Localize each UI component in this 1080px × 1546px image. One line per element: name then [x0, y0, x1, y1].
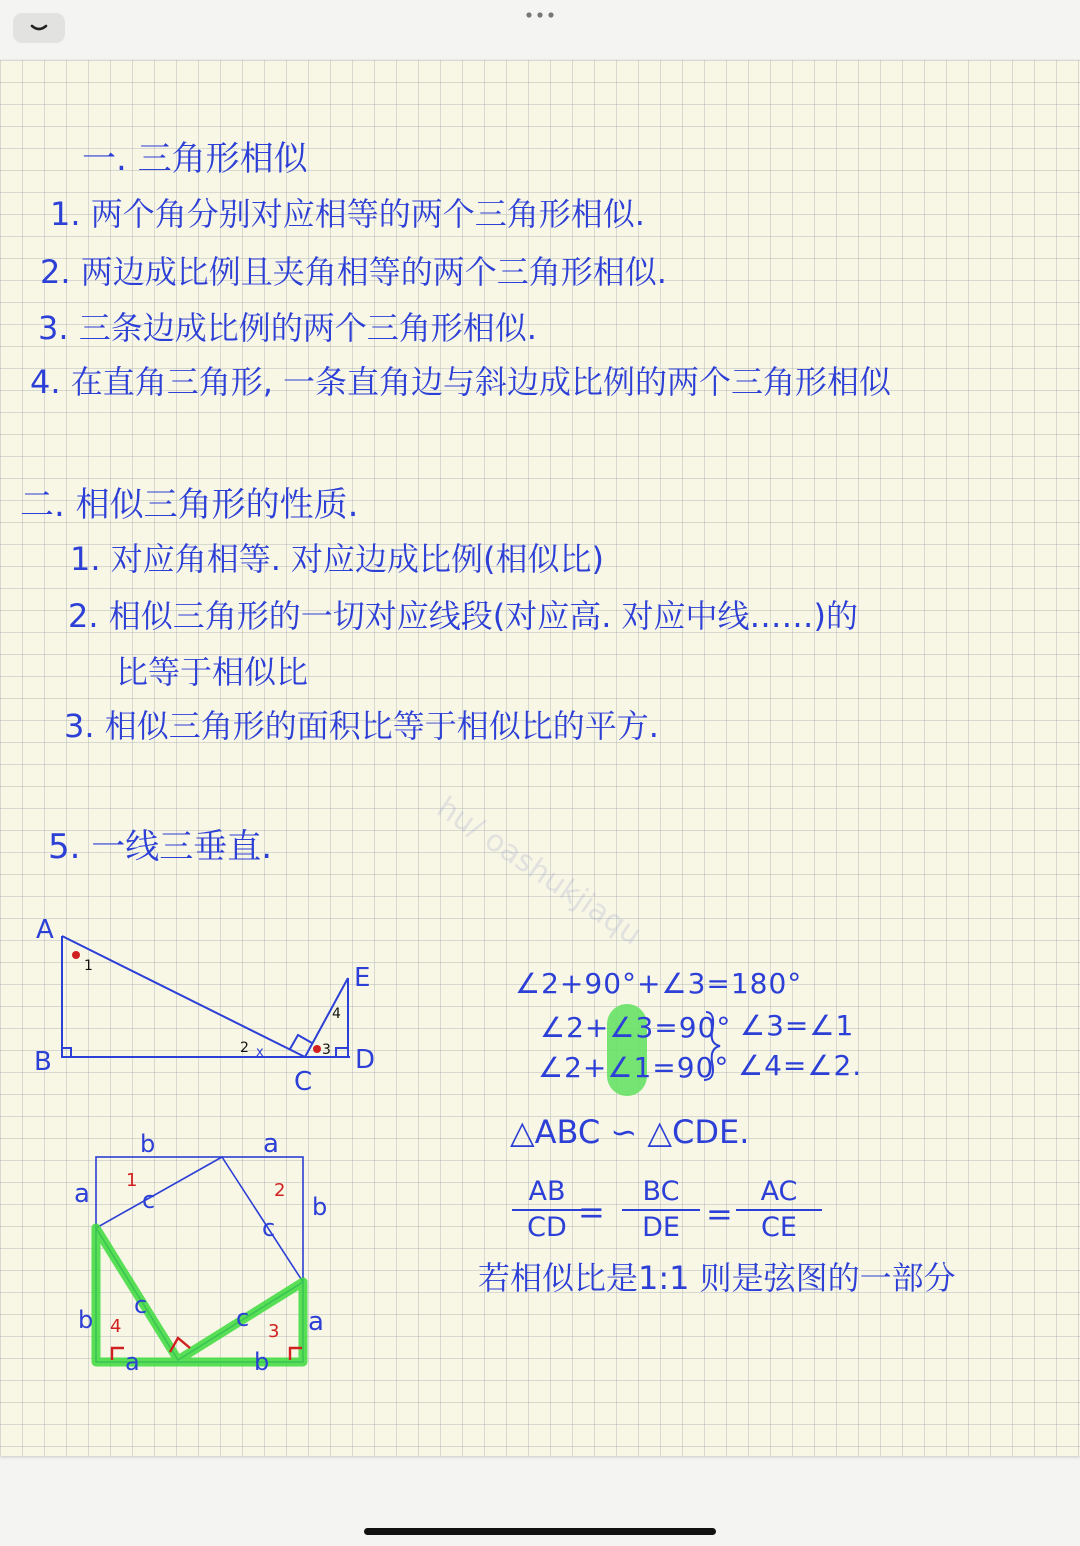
label-angle3: 3	[322, 1042, 331, 1058]
sq-c3: c	[236, 1304, 250, 1332]
label-c: C	[294, 1067, 313, 1097]
base-line	[62, 936, 350, 1057]
frac2-den: DE	[642, 1212, 680, 1244]
equals-2: =	[706, 1195, 733, 1233]
sq-top-a: a	[263, 1129, 279, 1159]
similar-statement: △ABC ∽ △CDE.	[510, 1113, 750, 1151]
one-line-three-perpendicular-diagram	[62, 936, 350, 1057]
section2-item-2: 2. 相似三角形的一切对应线段(对应高. 对应中线……)的	[68, 597, 859, 635]
angle3-dot	[313, 1045, 321, 1053]
fraction-ab-cd	[512, 1178, 582, 1243]
frac3-den: CE	[761, 1212, 797, 1244]
sq-region3: 3	[268, 1321, 280, 1342]
home-indicator[interactable]	[364, 1528, 716, 1535]
section2-item-3: 3. 相似三角形的面积比等于相似比的平方.	[64, 707, 659, 745]
line-ac	[62, 936, 305, 1057]
result-2: ∠4=∠2.	[738, 1049, 863, 1082]
watermark: hu/ oashukjiaqu	[430, 790, 648, 953]
section1-item-3: 3. 三条边成比例的两个三角形相似.	[38, 309, 537, 347]
frac2-bar	[622, 1209, 700, 1211]
label-e: E	[354, 963, 371, 993]
sq-bottom-b: b	[254, 1348, 270, 1376]
sq-right-b: b	[312, 1193, 328, 1221]
fraction-ac-ce	[736, 1178, 822, 1243]
frac3-bar	[736, 1209, 822, 1211]
section1-item-2: 2. 两边成比例且夹角相等的两个三角形相似.	[40, 253, 667, 291]
section2-title: 二. 相似三角形的性质.	[20, 485, 359, 525]
label-d: D	[355, 1045, 376, 1075]
frac2-num: BC	[642, 1176, 680, 1207]
label-a: A	[36, 915, 54, 945]
equation-1: ∠2+90°+∠3=180°	[515, 967, 803, 1000]
frac1-bar	[512, 1209, 582, 1211]
section1-title: 一. 三角形相似	[82, 139, 308, 179]
sq-c2: c	[262, 1214, 276, 1242]
label-angle4: 4	[332, 1006, 341, 1022]
result-1: ∠3=∠1	[740, 1009, 855, 1042]
sq-region1: 1	[126, 1170, 138, 1191]
sq-left-a: a	[74, 1179, 90, 1209]
sq-left-b: b	[78, 1306, 94, 1334]
note-line: 若相似比是1:1 则是弦图的一部分	[478, 1259, 956, 1297]
section1-item-4: 4. 在直角三角形, 一条直角边与斜边成比例的两个三角形相似	[30, 363, 892, 401]
section2-item-1: 1. 对应角相等. 对应边成比例(相似比)	[70, 540, 605, 578]
fraction-bc-de	[622, 1178, 700, 1243]
right-angle-c	[290, 1035, 312, 1049]
sq-top-b: b	[140, 1130, 156, 1158]
sq-right-a: a	[308, 1307, 324, 1337]
frac1-num: AB	[528, 1176, 566, 1207]
section2-item-2-cont: 比等于相似比	[116, 653, 309, 691]
frac1-den: CD	[527, 1212, 567, 1244]
section5-title: 5. 一线三垂直.	[48, 827, 273, 867]
sq-region4: 4	[110, 1316, 122, 1337]
right-angle-d	[336, 1048, 348, 1057]
label-angle2: 2	[240, 1040, 249, 1056]
sq-bottom-a: a	[125, 1348, 140, 1376]
section1-item-1: 1. 两个角分别对应相等的两个三角形相似.	[50, 195, 645, 233]
equals-1: =	[578, 1193, 605, 1231]
sq-c1: c	[142, 1186, 156, 1214]
angle1-dot	[72, 951, 80, 959]
sq-c4: c	[134, 1291, 148, 1319]
sq-region2: 2	[274, 1180, 286, 1201]
equation-2: ∠2+∠3=90°	[540, 1011, 732, 1044]
label-b: B	[34, 1047, 52, 1077]
equation-3: ∠2+∠1=90°	[538, 1051, 730, 1084]
label-x: x	[256, 1045, 264, 1060]
right-angle-b	[62, 1048, 71, 1057]
label-angle1: 1	[84, 958, 93, 974]
frac3-num: AC	[760, 1176, 798, 1207]
